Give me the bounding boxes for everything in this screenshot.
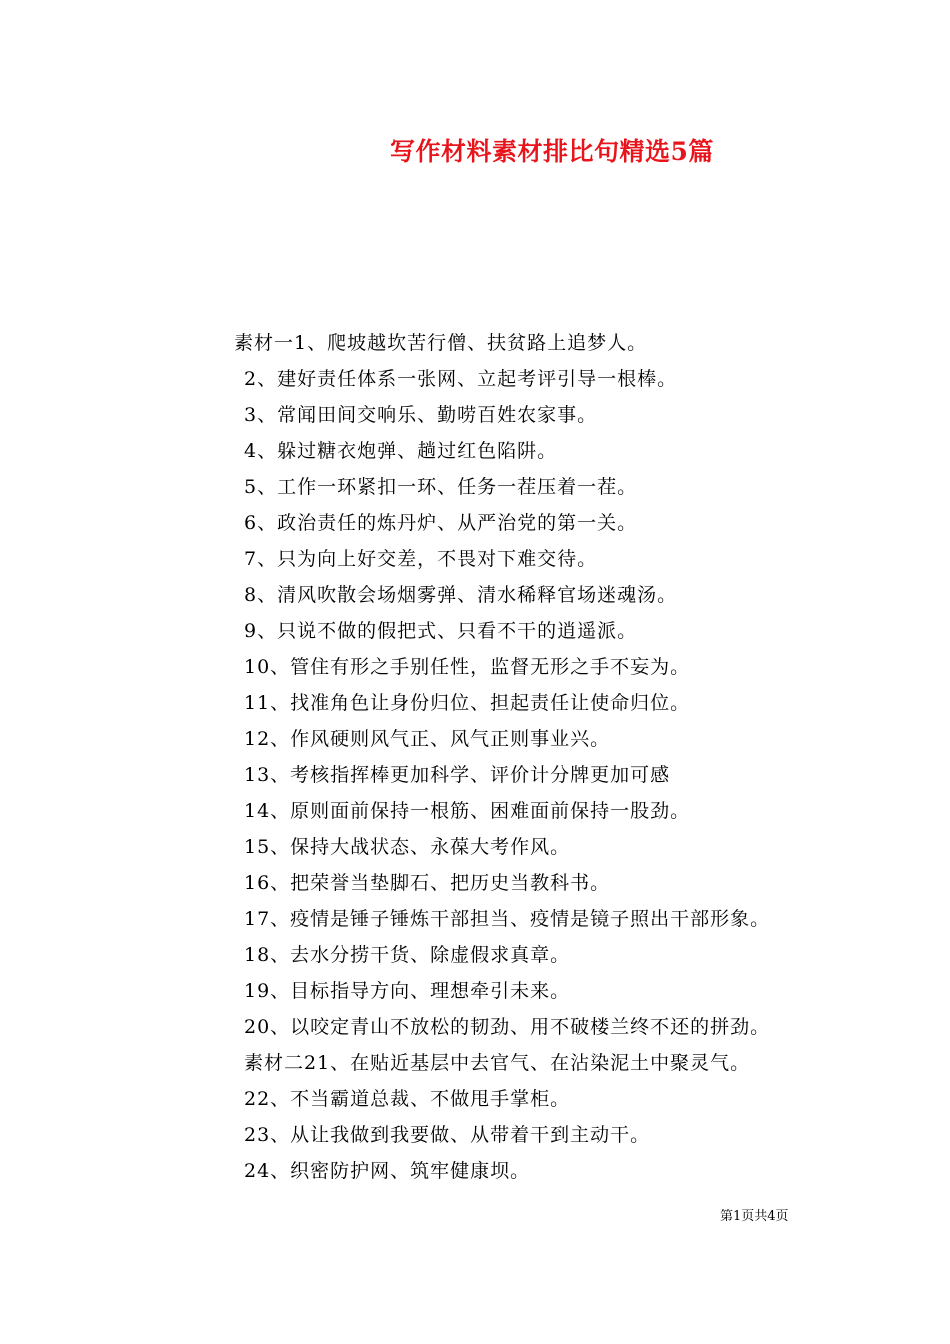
list-item: 19、目标指导方向、理想牵引未来。 [244, 980, 571, 1002]
list-item: 4、躲过糖衣炮弹、趟过红色陷阱。 [244, 440, 558, 462]
list-item: 6、政治责任的炼丹炉、从严治党的第一关。 [244, 512, 638, 534]
list-item: 14、原则面前保持一根筋、困难面前保持一股劲。 [244, 800, 691, 822]
list-item: 7、只为向上好交差，不畏对下难交待。 [244, 548, 598, 570]
list-item: 13、考核指挥棒更加科学、评价计分牌更加可感 [244, 764, 671, 786]
list-item: 8、清风吹散会场烟雾弹、清水稀释官场迷魂汤。 [244, 584, 678, 606]
list-item: 23、从让我做到我要做、从带着干到主动干。 [244, 1124, 651, 1146]
list-item: 20、以咬定青山不放松的韧劲、用不破楼兰终不还的拼劲。 [244, 1016, 771, 1038]
list-item: 16、把荣誉当垫脚石、把历史当教科书。 [244, 872, 611, 894]
list-item: 素材二21、在贴近基层中去官气、在沾染泥土中聚灵气。 [244, 1052, 751, 1074]
list-item: 15、保持大战状态、永葆大考作风。 [244, 836, 571, 858]
list-item: 12、作风硬则风气正、风气正则事业兴。 [244, 728, 611, 750]
list-item: 素材一1、爬坡越坎苦行僧、扶贫路上追梦人。 [234, 332, 648, 354]
page-number: 第1页共4页 [720, 1209, 789, 1224]
list-item: 2、建好责任体系一张网、立起考评引导一根棒。 [244, 368, 678, 390]
list-item: 5、工作一环紧扣一环、任务一茬压着一茬。 [244, 476, 638, 498]
list-item: 11、找准角色让身份归位、担起责任让使命归位。 [244, 692, 691, 714]
list-item: 17、疫情是锤子锤炼干部担当、疫情是镜子照出干部形象。 [244, 908, 771, 930]
document-title: 写作材料素材排比句精选5篇 [390, 137, 714, 166]
list-item: 22、不当霸道总裁、不做甩手掌柜。 [244, 1088, 571, 1110]
list-item: 10、管住有形之手别任性，监督无形之手不妄为。 [244, 656, 691, 678]
list-item: 9、只说不做的假把式、只看不干的逍遥派。 [244, 620, 638, 642]
list-item: 3、常闻田间交响乐、勤唠百姓农家事。 [244, 404, 598, 426]
list-item: 24、织密防护网、筑牢健康坝。 [244, 1160, 531, 1182]
list-item: 18、去水分捞干货、除虚假求真章。 [244, 944, 571, 966]
